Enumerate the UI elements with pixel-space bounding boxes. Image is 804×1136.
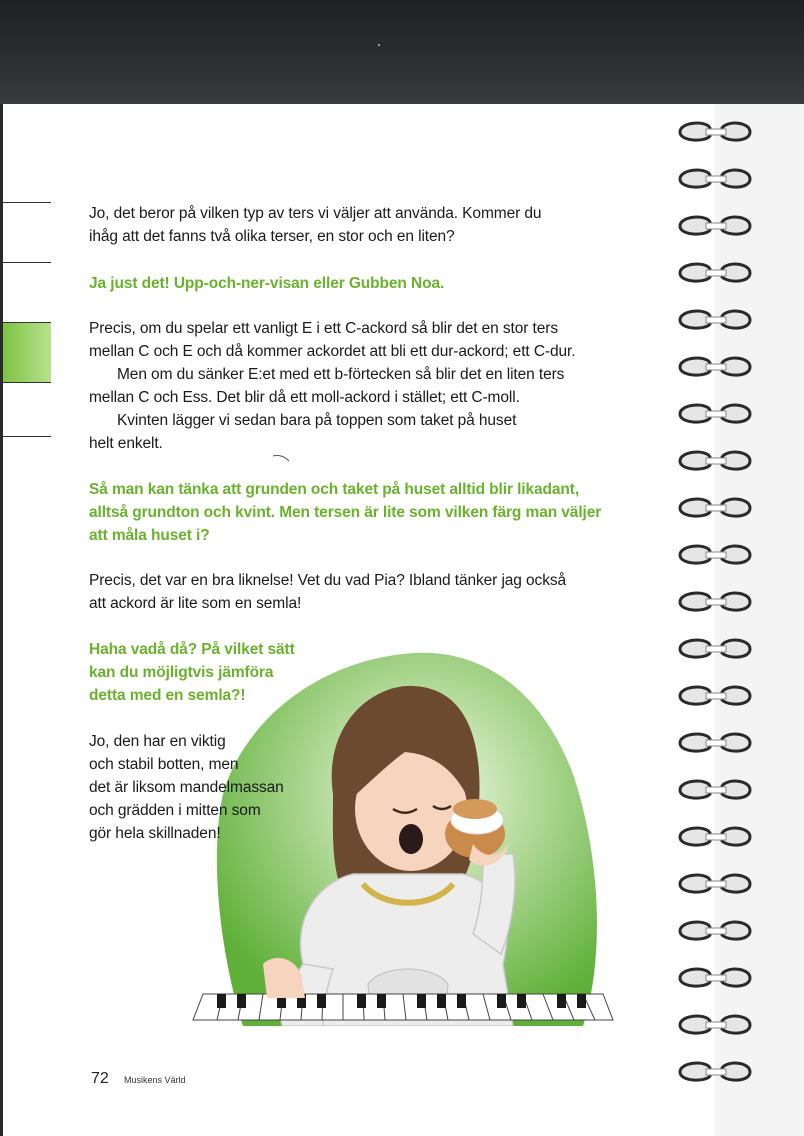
text-line: Kvinten lägger vi sedan bara på toppen som taket på huset — [117, 412, 517, 429]
spiral-ring — [680, 687, 750, 704]
spiral-ring — [680, 875, 750, 892]
text-line: mellan C och E och då kommer ackordet att bli ett dur-ackord; ett C-dur. — [89, 343, 576, 360]
spiral-ring — [680, 1016, 750, 1033]
spiral-ring — [680, 264, 750, 281]
spiral-ring — [680, 123, 750, 140]
text-line: Jo, den har en viktig — [89, 733, 226, 750]
text-line: Men om du sänker E:et med ett b-förtecken så blir det en liten ters — [117, 366, 565, 383]
tab-line — [3, 436, 51, 437]
text-line: gör hela skillnaden! — [89, 825, 221, 842]
text-line: Precis, det var en bra liknelse! Vet du vad Pia? Ibland tänker jag också — [89, 572, 567, 589]
spiral-ring — [680, 170, 750, 187]
spiral-ring — [680, 969, 750, 986]
paragraph-pia-reply-3 — [89, 638, 295, 707]
tab-line — [3, 382, 51, 383]
text-line: att ackord är lite som en semla! — [89, 595, 302, 612]
text-line: att måla huset i? — [89, 527, 210, 544]
text-line: detta med en semla?! — [89, 687, 246, 704]
spiral-ring — [680, 217, 750, 234]
ink-smudge — [273, 454, 289, 462]
spiral-ring — [680, 452, 750, 469]
text-line: mellan C och Ess. Det blir då ett moll-ackord i stället; ett C-moll. — [89, 389, 520, 406]
spiral-binding-icon — [676, 104, 756, 1136]
text-line: och stabil botten, men — [89, 756, 239, 773]
text-line: alltså grundton och kvint. Men tersen är lite som vilken färg man väljer — [89, 504, 602, 521]
text-line: kan du möjligtvis jämföra — [89, 664, 274, 681]
text-line: Så man kan tänka att grunden och taket på huset alltid blir likadant, — [89, 481, 580, 498]
spiral-ring — [680, 311, 750, 328]
book-page — [3, 104, 715, 1136]
paragraph-intro — [89, 202, 541, 248]
scanner-background — [0, 0, 804, 104]
spiral-ring — [680, 781, 750, 798]
paragraph-pia-reply-2 — [89, 478, 601, 547]
tab-line — [3, 262, 51, 263]
spiral-ring — [680, 593, 750, 610]
paragraph-pia-reply-1 — [89, 272, 444, 295]
tab-line — [3, 322, 51, 323]
tab-line — [3, 202, 51, 203]
text-line: ihåg att det fanns två olika terser, en stor och en liten? — [89, 228, 455, 245]
dust-speck — [378, 44, 380, 46]
spiral-ring — [680, 640, 750, 657]
spiral-ring — [680, 734, 750, 751]
paragraph-chord-explanation — [89, 317, 575, 455]
page-number: 72 — [91, 1070, 109, 1087]
book-title: Musikens Värld — [124, 1075, 186, 1085]
text-line: Haha vadå då? På vilket sätt — [89, 641, 295, 658]
spiral-ring — [680, 828, 750, 845]
spiral-ring — [680, 1063, 750, 1080]
spiral-ring — [680, 546, 750, 563]
text-line: Ja just det! Upp-och-ner-visan eller Gubben Noa. — [89, 275, 445, 292]
spiral-ring — [680, 499, 750, 516]
text-line: helt enkelt. — [89, 435, 163, 452]
text-line: Jo, det beror på vilken typ av ters vi väljer att använda. Kommer du — [89, 205, 542, 222]
spiral-ring — [680, 358, 750, 375]
paragraph-semla-intro — [89, 569, 566, 615]
spiral-ring — [680, 405, 750, 422]
text-line: Precis, om du spelar ett vanligt E i ett C-ackord så blir det en stor ters — [89, 320, 558, 337]
text-line: och grädden i mitten som — [89, 802, 261, 819]
chapter-tab-marker — [3, 322, 51, 382]
paragraph-semla-explanation — [89, 730, 284, 845]
spiral-ring — [680, 922, 750, 939]
text-line: det är liksom mandelmassan — [89, 779, 284, 796]
